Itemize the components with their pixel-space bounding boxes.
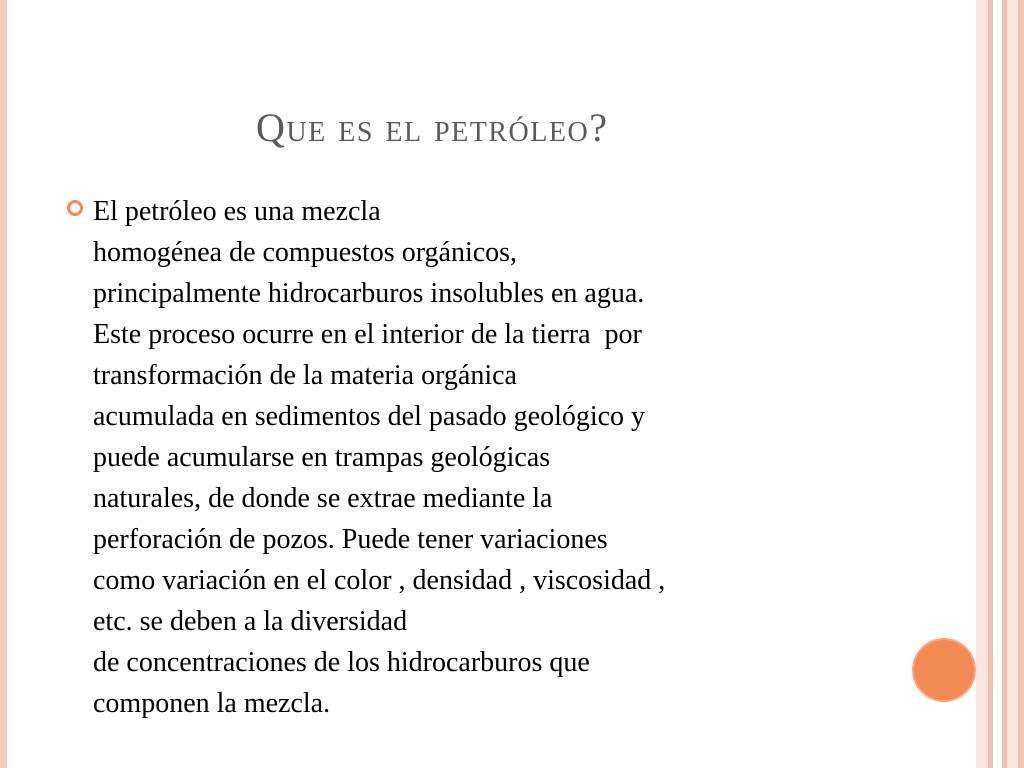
text-line: perforación de pozos. Puede tener variaciones — [93, 524, 608, 555]
circle-bullet-icon — [66, 199, 84, 217]
orange-circle-decoration — [914, 640, 974, 700]
right-stripe-decoration — [993, 0, 1002, 768]
right-stripe-decoration — [976, 0, 988, 768]
text-line: El petróleo es una mezcla — [93, 196, 381, 227]
text-line: naturales, de donde se extrae mediante la — [93, 483, 553, 514]
text-line: acumulada en sedimentos del pasado geológico y — [93, 401, 646, 432]
text-line: transformación de la materia orgánica — [93, 360, 517, 391]
bullet-text — [93, 191, 913, 724]
slide-title: Que es el petróleo? — [256, 105, 609, 150]
text-line: puede acumularse en trampas geológicas — [93, 442, 551, 473]
right-stripe-decoration — [1007, 0, 1018, 768]
text-line: Este proceso ocurre en el interior de la tierra por — [93, 319, 642, 350]
text-line: como variación en el color , densidad , viscosidad , — [93, 565, 666, 596]
text-line: componen la mezcla. — [93, 688, 331, 719]
text-line: homogénea de compuestos orgánicos, — [93, 237, 518, 268]
left-border-decoration — [0, 0, 7, 768]
text-line: etc. se deben a la diversidad — [93, 606, 408, 637]
text-line: de concentraciones de los hidrocarburos que — [93, 647, 590, 678]
right-stripe-decoration — [1018, 0, 1024, 768]
text-line: principalmente hidrocarburos insolubles en agua. — [93, 278, 645, 309]
